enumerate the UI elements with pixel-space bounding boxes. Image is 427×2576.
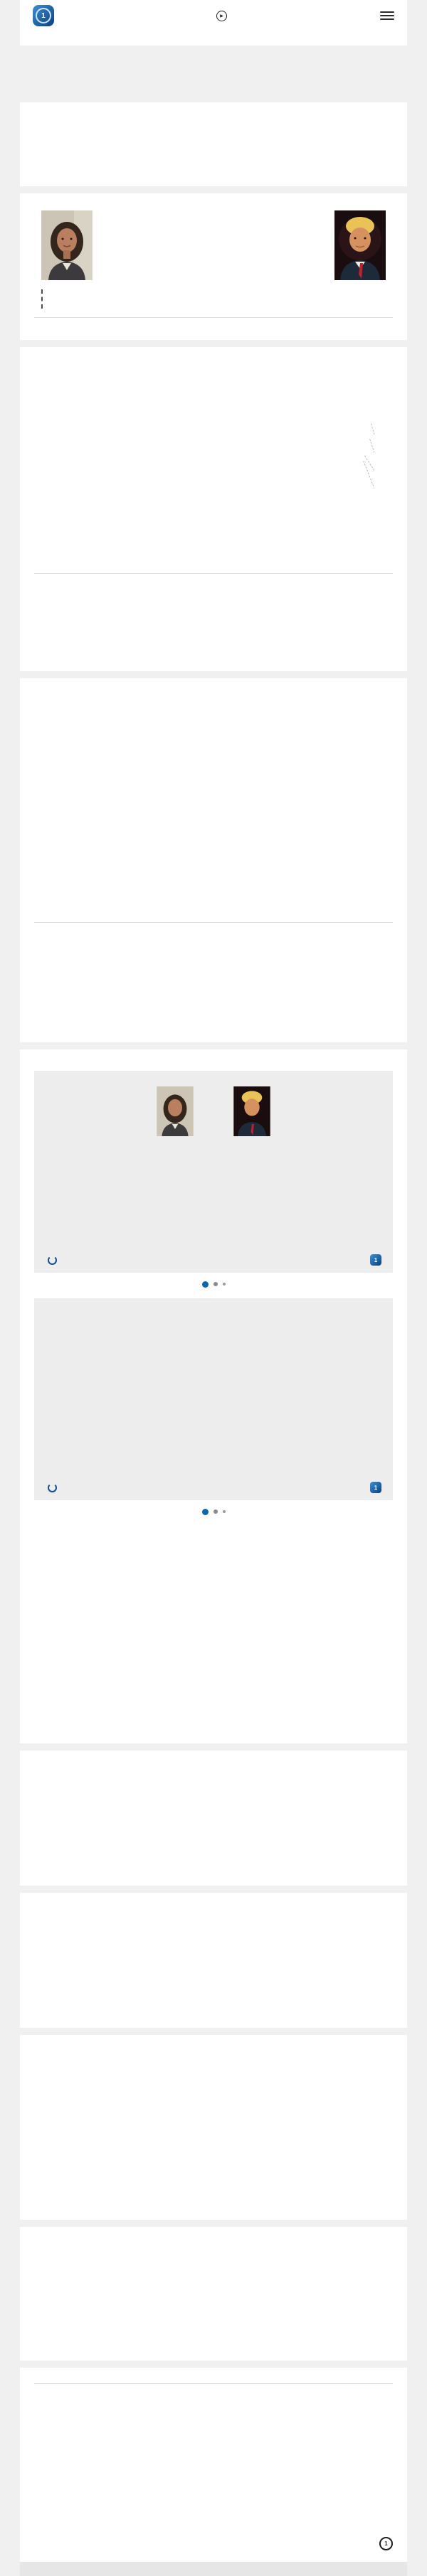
us-choropleth-map[interactable] bbox=[34, 371, 393, 563]
section-senat bbox=[20, 1893, 407, 2028]
page-title bbox=[0, 46, 427, 58]
dimap-spinner-icon bbox=[48, 1483, 57, 1492]
divider bbox=[34, 317, 393, 318]
dimap-spinner-icon bbox=[48, 1256, 57, 1265]
section-cartogram bbox=[20, 678, 407, 1042]
section-heading bbox=[20, 193, 407, 203]
map-connector-lines bbox=[364, 424, 374, 488]
section-umfragen bbox=[20, 1049, 407, 1743]
majority-line bbox=[41, 289, 43, 309]
section-senatswahl bbox=[20, 2035, 407, 2220]
infratest-dimap-brand bbox=[46, 1256, 57, 1265]
infografik-wahlentscheidung bbox=[34, 1298, 393, 1500]
divider bbox=[34, 922, 393, 923]
breadcrumb bbox=[20, 31, 407, 37]
site-header bbox=[20, 0, 407, 46]
trump-thumb-photo bbox=[232, 1086, 272, 1136]
section-heading bbox=[20, 1751, 407, 1775]
copyright bbox=[20, 2562, 407, 2576]
section-rueckblick bbox=[20, 2227, 407, 2361]
tagesschau-logo-icon: 1 bbox=[370, 1482, 381, 1493]
harris-thumb-photo bbox=[155, 1086, 195, 1136]
footer-accordion bbox=[34, 2383, 393, 2384]
title-bar bbox=[0, 46, 427, 102]
infratest-dimap-brand bbox=[46, 1483, 57, 1492]
site-footer bbox=[20, 2368, 407, 2576]
carousel-dot[interactable] bbox=[223, 1283, 226, 1286]
tagesschau-logo-icon: 1 bbox=[370, 1254, 381, 1266]
sendung-verpasst-link[interactable] bbox=[60, 11, 380, 21]
section-ergebnisse bbox=[20, 102, 407, 186]
hamburger-menu-icon[interactable] bbox=[380, 11, 394, 20]
section-praesidentschaftswahl bbox=[20, 193, 407, 340]
section-map bbox=[20, 347, 407, 671]
carousel-dot[interactable] bbox=[214, 1509, 218, 1514]
section-repraesentantenhaus bbox=[20, 1751, 407, 1886]
play-icon: ▶ bbox=[216, 11, 227, 21]
electoral-bar bbox=[41, 293, 386, 309]
globe-icon: 1 bbox=[36, 8, 51, 23]
section-heading bbox=[20, 1893, 407, 1917]
ard-logo bbox=[372, 2537, 393, 2550]
divider bbox=[34, 573, 393, 574]
section-heading bbox=[20, 2227, 407, 2250]
ard-one-icon: 1 bbox=[379, 2537, 393, 2550]
infografik-wahlverhalten bbox=[34, 1071, 393, 1273]
carousel-dot-active[interactable] bbox=[202, 1509, 209, 1515]
us-cartogram-chart[interactable] bbox=[34, 702, 393, 914]
donald-trump-photo bbox=[334, 210, 386, 280]
carousel-dot-active[interactable] bbox=[202, 1281, 209, 1288]
carousel-dots bbox=[20, 1507, 407, 1516]
tagesschau-logo-icon[interactable] bbox=[33, 5, 54, 26]
carousel-dot[interactable] bbox=[223, 1510, 226, 1513]
section-heading bbox=[20, 102, 407, 118]
carousel-dot[interactable] bbox=[214, 1282, 218, 1286]
carousel-dots bbox=[20, 1280, 407, 1288]
kamala-harris-photo bbox=[41, 210, 93, 280]
